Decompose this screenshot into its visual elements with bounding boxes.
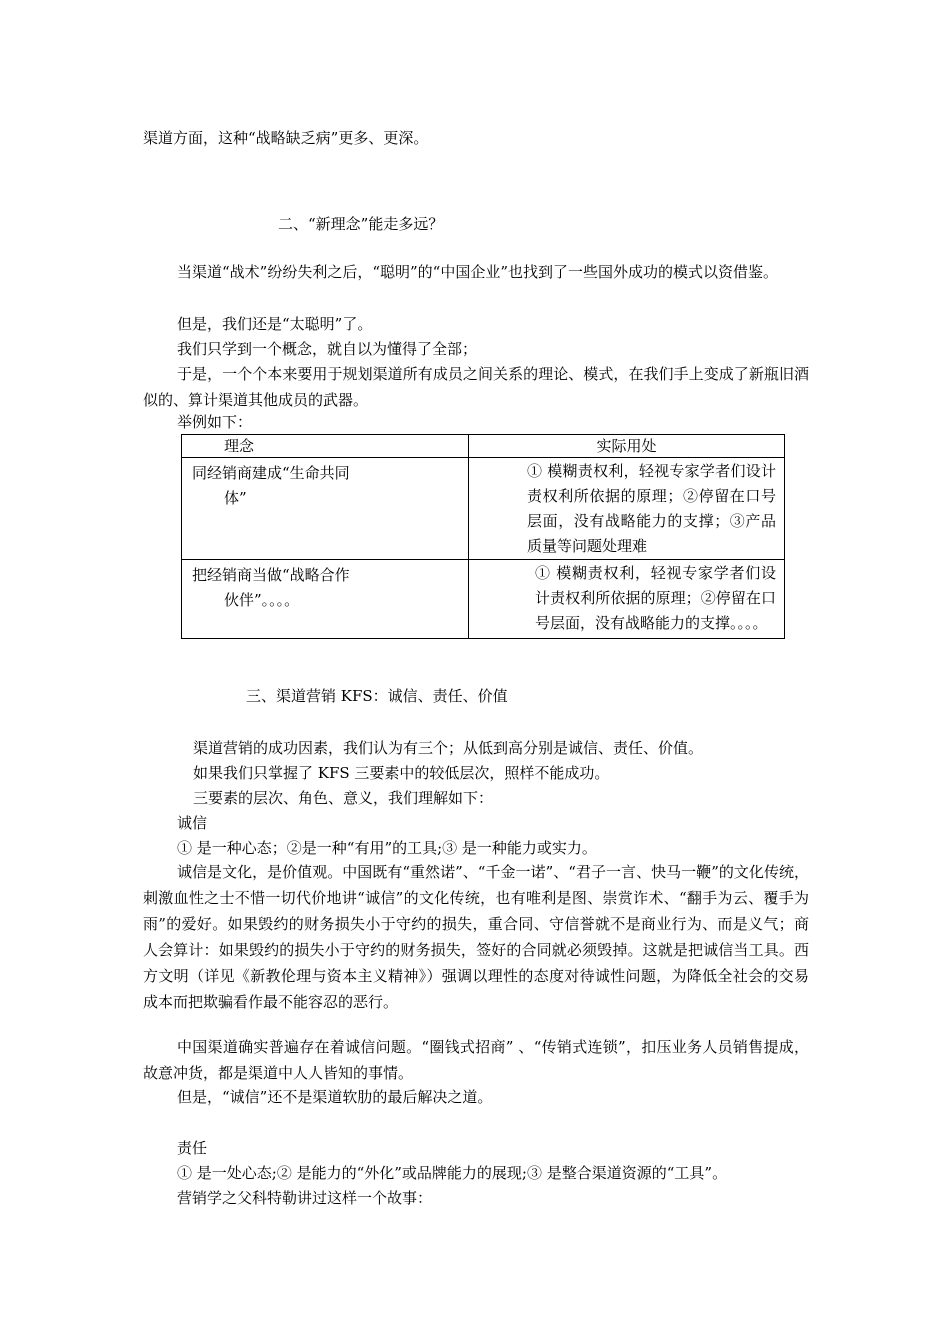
concept-text: 伙伴”。。。。: [224, 591, 300, 609]
table-cell-concept: [182, 458, 469, 560]
paragraph: 中国渠道确实普遍存在着诚信问题。“圈钱式招商” 、“传销式连锁”，扣压业务人员销售提成，故意冲货，都是渠道中人人皆知的事情。: [143, 1038, 809, 1082]
table-row: [182, 560, 785, 639]
paragraph-line: ① 是一处心态;② 是能力的“外化”或品牌能力的展现;③ 是整合渠道资源的“工具”。: [177, 1164, 728, 1182]
paragraph-line: ① 是一种心态；②是一种“有用”的工具;③ 是一种能力或实力。: [177, 839, 597, 857]
paragraph: 但是，我们还是“太聪明”了。: [177, 315, 373, 333]
concept-text: 体”: [224, 489, 247, 507]
subheading-integrity: 诚信: [177, 814, 208, 832]
paragraph: 于是，一个个本来要用于规划渠道所有成员之间关系的理论、模式，在我们手上变成了新瓶旧酒似的、算计渠道其他成员的武器。: [143, 365, 809, 409]
paragraph-line: 三要素的层次、角色、意义，我们理解如下：: [193, 789, 494, 807]
paragraph: 但是，“诚信”还不是渠道软肋的最后解决之道。: [177, 1088, 493, 1106]
section-heading-2: 二、“新理念”能走多远？: [278, 215, 444, 233]
table-cell-concept: [182, 560, 469, 639]
paragraph: 我们只学到一个概念，就自以为懂得了全部；: [177, 340, 478, 358]
subheading-responsibility: 责任: [177, 1139, 208, 1157]
paragraph-line: 营销学之父科特勒讲过这样一个故事：: [177, 1189, 433, 1207]
table-row: [182, 458, 785, 560]
concept-usage-table: [181, 434, 785, 639]
concept-text: 把经销商当做“战略合作: [192, 566, 350, 584]
table-header-concept: 理念: [182, 435, 469, 458]
paragraph-line: 渠道营销的成功因素，我们认为有三个；从低到高分别是诚信、责任、价值。: [193, 739, 704, 757]
table-cell-usage: ① 模糊责权利，轻视专家学者们设计责权利所依据的原理；②停留在口号层面，没有战略能力的支撑。。。。: [469, 560, 785, 639]
section-heading-3: 三、渠道营销 KFS：诚信、责任、价值: [246, 687, 508, 705]
table-cell-usage: ① 模糊责权利，轻视专家学者们设计责权利所依据的原理；②停留在口号层面，没有战略能力的支撑；③产品质量等问题处理难: [469, 458, 785, 560]
table-header-usage: 实际用处: [469, 435, 785, 458]
paragraph: 当渠道“战术”纷纷失利之后，“聪明”的“中国企业”也找到了一些国外成功的模式以资借鉴。: [177, 263, 779, 281]
concept-text: 同经销商建成“生命共同: [192, 464, 350, 482]
paragraph-line: 如果我们只掌握了 KFS 三要素中的较低层次，照样不能成功。: [193, 764, 610, 782]
paragraph-line: 渠道方面，这种“战略缺乏病”更多、更深。: [143, 129, 429, 147]
table-header-row: [182, 435, 785, 458]
paragraph: 举例如下：: [177, 413, 253, 431]
paragraph: 诚信是文化，是价值观。中国既有“重然诺”、“千金一诺”、“君子一言、快马一鞭”的文化传统，刺激血性之士不惜一切代价地讲“诚信”的文化传统，也有唯利是图、崇赏诈术、“翻手为云、覆手为雨”的爱好。如果毁约的财务损失小于守约的损失，重合同、守信誉就不是商业行为、而是义气；商人会算计：如果毁约的损失小于守约的财务损失，签好的合同就必须毁掉。这就是把诚信当工具。西方文明（详见《新教伦理与资本主义精神》）强调以理性的态度对待诚性问题，为降低全社会的交易成本而把欺骗看作最不能容忍的恶行。: [143, 863, 809, 1011]
